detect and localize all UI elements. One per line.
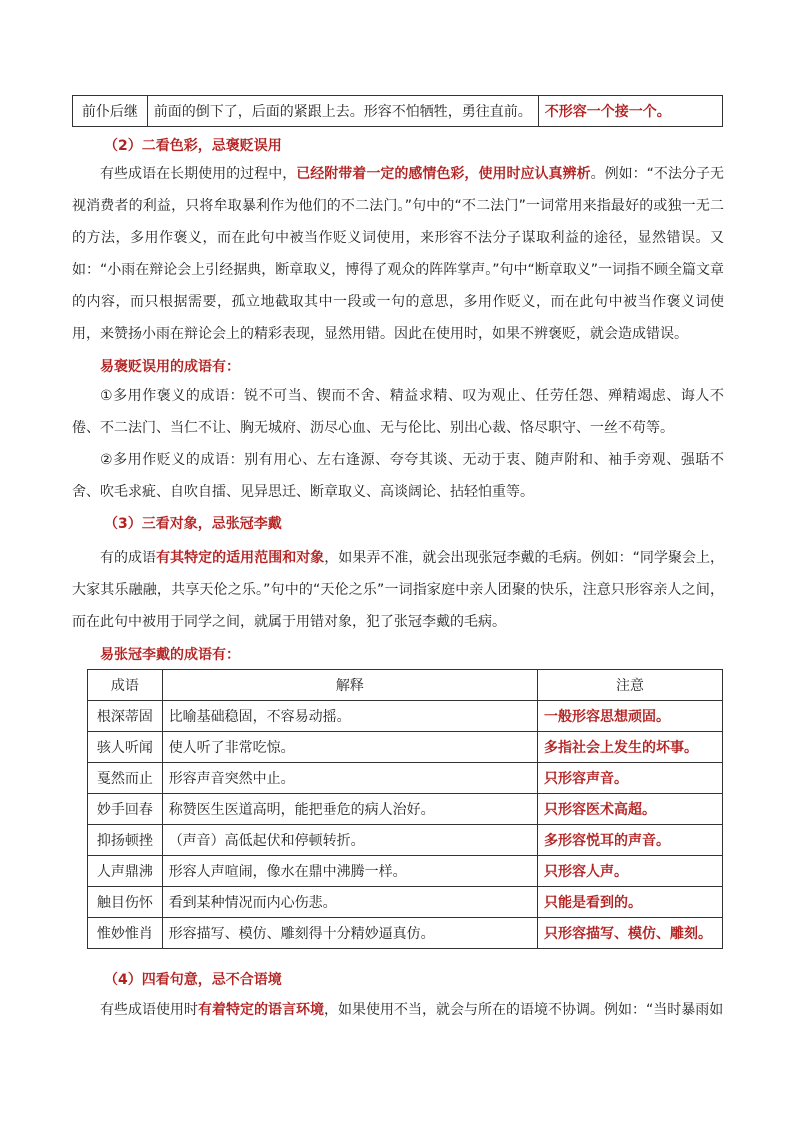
idiom-cell: 妙手回春 xyxy=(88,794,163,825)
negative-idiom-list: ②多用作贬义的成语：别有用心、左右逢源、夸夸其谈、无动于衷、随声附和、袖手旁观、强聒不舍、吹毛求疵、自吹自擂、见异思迁、断章取义、高谈阔论、拈轻怕重等。 xyxy=(72,452,724,500)
idiom-cell: 前仆后继 xyxy=(73,96,148,127)
idiom-cell: 根深蒂固 xyxy=(88,701,163,732)
note-cell: 只形容描写、模仿、雕刻。 xyxy=(538,918,723,949)
positive-idiom-list: ①多用作褒义的成语：锐不可当、锲而不舍、精益求精、叹为观止、任劳任怨、殚精竭虑、诲人不倦、不二法门、当仁不让、胸无城府、沥尽心血、无与伦比、别出心裁、恪尽职守、一丝不苟等。 xyxy=(72,388,724,436)
table-row xyxy=(88,887,723,918)
note-cell: 多指社会上发生的坏事。 xyxy=(538,732,723,763)
explanation-cell: 形容描写、模仿、雕刻得十分精妙逼真仿。 xyxy=(162,918,537,949)
explanation-cell: 形容人声喧闹，像水在鼎中沸腾一样。 xyxy=(162,856,537,887)
section-2-paragraph xyxy=(72,158,724,350)
explanation-cell: 使人听了非常吃惊。 xyxy=(162,732,537,763)
section-4-paragraph xyxy=(72,994,724,1026)
paragraph-text: ，如果弄不准，就会出现张冠李戴的毛病。例如：“同学聚会上，大家其乐融融，共享天伦之乐。”句中的“天伦之乐”一词指家庭中亲人团聚的快乐，注意只形容亲人之间，而在此句中被用于同学之间，就属于用错对象，犯了张冠李戴的毛病。 xyxy=(72,550,724,630)
idiom-cell: 抑扬顿挫 xyxy=(88,825,163,856)
emphasis-text: 有着特定的语言环境 xyxy=(198,1002,324,1018)
emphasis-text: 已经附带着一定的感情色彩，使用时应认真辨析 xyxy=(296,166,591,182)
idiom-cell: 人声鼎沸 xyxy=(88,856,163,887)
table-row xyxy=(73,96,723,127)
table-row xyxy=(88,856,723,887)
explanation-cell: 比喻基础稳固，不容易动摇。 xyxy=(162,701,537,732)
idiom-table xyxy=(87,669,723,949)
column-header: 注意 xyxy=(538,670,723,701)
explanation-cell: 看到某种情况而内心伤悲。 xyxy=(162,887,537,918)
table-row xyxy=(88,794,723,825)
section-3-heading: （3）三看对象，忌张冠李戴 xyxy=(104,516,282,532)
note-cell: 不形容一个接一个。 xyxy=(538,96,722,127)
explanation-cell: 形容声音突然中止。 xyxy=(162,763,537,794)
note-cell: 只形容声音。 xyxy=(538,763,723,794)
section-2-heading: （2）二看色彩，忌褒贬误用 xyxy=(104,138,282,154)
table-row xyxy=(88,732,723,763)
idiom-cell: 骇人听闻 xyxy=(88,732,163,763)
table-header-row xyxy=(88,670,723,701)
paragraph-text: 有些成语在长期使用的过程中， xyxy=(100,166,297,182)
explanation-cell: 前面的倒下了，后面的紧跟上去。形容不怕牺牲，勇往直前。 xyxy=(147,96,538,127)
paragraph-text: ，如果使用不当，就会与所在的语境不协调。例如：“当时暴雨如 xyxy=(324,1002,724,1018)
note-cell: 只能是看到的。 xyxy=(538,887,723,918)
idiom-cell: 戛然而止 xyxy=(88,763,163,794)
table-row xyxy=(88,701,723,732)
section-3-subheading: 易张冠李戴的成语有： xyxy=(100,647,240,663)
table-row xyxy=(88,825,723,856)
idiom-cell: 惟妙惟肖 xyxy=(88,918,163,949)
table-row xyxy=(88,763,723,794)
section-3-paragraph xyxy=(72,542,724,638)
table-row xyxy=(88,918,723,949)
explanation-cell: （声音）高低起伏和停顿转折。 xyxy=(162,825,537,856)
top-idiom-table xyxy=(72,95,723,127)
emphasis-text: 有其特定的适用范围和对象 xyxy=(156,550,325,566)
paragraph-text: 有的成语 xyxy=(100,550,157,566)
idiom-cell: 触目伤怀 xyxy=(88,887,163,918)
explanation-cell: 称赞医生医道高明，能把垂危的病人治好。 xyxy=(162,794,537,825)
section-2-subheading: 易褒贬误用的成语有： xyxy=(100,359,240,375)
section-4-heading: （4）四看句意，忌不合语境 xyxy=(104,972,282,988)
paragraph-text: 有些成语使用时 xyxy=(100,1002,198,1018)
note-cell: 一般形容思想顽固。 xyxy=(538,701,723,732)
column-header: 成语 xyxy=(88,670,163,701)
paragraph-text: 。例如：“不法分子无视消费者的利益，只将牟取暴利作为他们的不二法门。”句中的“不二法门”一词常用来指最好的或独一无二的方法，多用作褒义，而在此句中被当作贬义词使用，来形容不法分子谋取利益的途径，显然错误。又如：“小雨在辩论会上引经据典，断章取义，博得了观众的阵阵掌声。”句中“断章取义”一词指不顾全篇文章的内容，而只根据需要，孤立地截取其中一段或一句的意思，多用作贬义，而在此句中被当作褒义词使用，来赞扬小雨在辩论会上的精彩表现，显然用错。因此在使用时，如果不辨褒贬，就会造成错误。 xyxy=(72,166,725,342)
note-cell: 多形容悦耳的声音。 xyxy=(538,825,723,856)
note-cell: 只形容人声。 xyxy=(538,856,723,887)
note-cell: 只形容医术高超。 xyxy=(538,794,723,825)
column-header: 解释 xyxy=(162,670,537,701)
